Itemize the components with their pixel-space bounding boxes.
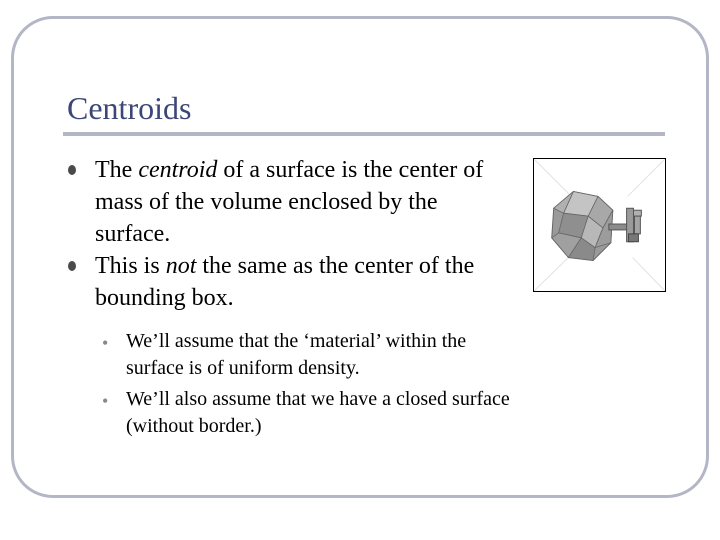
bullet-emphasis: centroid (138, 157, 218, 183)
bullet-text: the same as the center of the bounding box. (95, 253, 475, 311)
bullet-text: This is (95, 253, 166, 279)
sub-bullet-text: We’ll assume that the ‘material’ within the surface is of uniform density. (126, 330, 467, 379)
sub-bullet-list (102, 328, 522, 444)
bullet-emphasis: not (165, 253, 197, 279)
bullet-item (68, 154, 508, 250)
title-divider (63, 132, 665, 136)
sub-bullet-text: We’ll also assume that we have a closed surface (without border.) (126, 388, 510, 437)
bullet-text: of a surface is the center of mass of the volume enclosed by the surface. (95, 157, 484, 247)
mesh-figure (533, 158, 666, 292)
mesh-model-icon (534, 159, 665, 291)
sub-bullet-icon: • (102, 333, 109, 353)
bullet-icon (68, 165, 76, 175)
bullet-text: The (95, 157, 139, 183)
bullet-list (68, 154, 508, 314)
bullet-icon (68, 261, 76, 271)
slide-title: Centroids (67, 90, 192, 126)
sub-bullet-item (102, 328, 522, 382)
sub-bullet-item (102, 386, 522, 440)
bullet-item (68, 250, 508, 314)
sub-bullet-icon: • (102, 391, 109, 411)
